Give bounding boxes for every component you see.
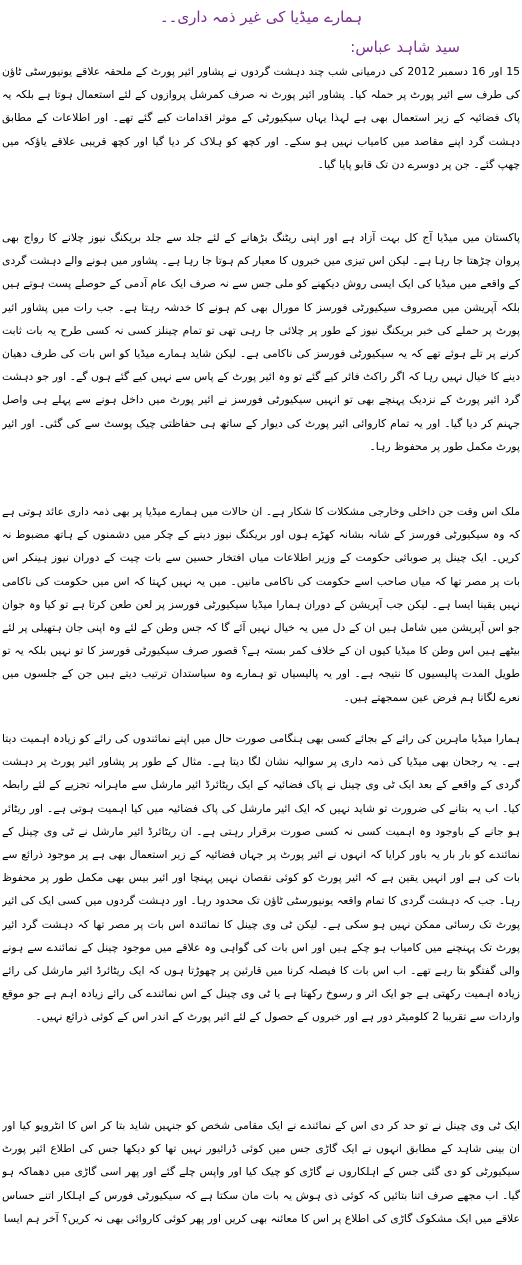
article-paragraph-4: ہمارا میڈیا ماہرین کی رائے کے بجائے کسی بھی ہنگامی صورت حال میں اپنے نمائندوں کی رائے کو زیادہ اہمیت دیتا ہے۔ یہ رجحان بھی میڈیا کی ذمہ داری پر سوالیہ نشان لگا دیتا ہے۔ مثال کے طور پر پشاور ائیر پورٹ پر دہشت گردی کے واقعے کے بعد ایک ٹی وی چینل نے پاک فضائیہ کے ایک ریٹائرڈ ائیر مارشل سے ماہرانہ تجزیے کے لئے رابطہ کیا۔ اب یہ بتانے کی ضرورت تو شاید نہیں کہ ایک ائیر مارشل کی پاک فضائیہ میں کیا اہمیت ہوتی ہے۔ اور ریٹائر ہو جانے کے باوجود وہ اہمیت کسی نہ کسی صورت برقرار رہتی ہے۔ ان ریٹائرڈ ائیر مارشل نے ٹی وی چینل کے نمائندے کو بار بار یہ باور کرایا کہ انہوں نے ائیر پورٹ پر جہاں فضائیہ کے زیر استعمال بھی ہے پر موجود ذرائع سے بات کی ہے اور انہیں یقین ہے کہ ائیر پورٹ کو کوئی نقصان نہیں پہنچا اور ائیر بیس بھی مکمل طور پر محفوظ رہا۔ جب کہ دہشت گردی کا تمام واقعہ یونیورسٹی ٹاؤن تک محدود رہا۔ اور دہشت گردوں میں کسی ایک کی ائیر پورٹ تک رسائی ممکن نہیں ہو سکی ہے۔ لیکن ٹی وی چینل کا نمائندہ اس بات پر مصر تھا کہ دہشت گرد ائیر پورٹ تک پہنچنے میں کامیاب ہو چکے ہیں اور اس بات کی گواہی وہ علاقے میں موجود چینل کے نمائندے سے ہونے والی گفتگو بتا رہے تھے۔ اب اس بات کا فیصلہ کرنا میں قارئین پر چھوڑتا ہوں کہ ایک ریٹائرڈ ائیر مارشل کی رائے زیادہ اہمیت رکھتی ہے جو ایک اثر و رسوخ رکھتا ہے یا ٹی وی چینل کے اس نمائندے کی رائے زیادہ اہم ہے جو موقع واردات سے تقریبا 2 کلومیٹر دور ہے اور خبروں کے حصول کے لئے ائیر پورٹ کے اندر اس کے کوئی ذرائع نہیں۔ [2,732,520,1024]
article-paragraph-5: ایک ٹی وی چینل نے تو حد کر دی اس کے نمائندے نے ایک مقامی شخص کو جنہیں شاید بتا کر اس کا انٹرویو کیا اور ان بینی شاہد کے مطابق انہوں نے ایک گاڑی جس میں کوئی ڈرائیور نہیں تھا کو دیکھا جس کی اطلاع ائیر پورٹ سیکیورٹی کو دی گئی جس کے اہلکاروں نے گاڑی کو چیک کیا اور واپس چلے گئے اور پھر اسی گاڑی میں دھماکہ ہو گیا۔ اب مجھے صرف اتنا بتائیں کہ کوئی ذی ہوش یہ بات مان سکتا ہے کہ سیکیورٹی فورس کے اہلکار اتنے حساس علاقے میں ایک مشکوک گاڑی کی اطلاع پر اس کا معائنہ بھی کریں اور پھر کوئی کاروائی بھی نہ کریں؟ آخر ہم ایسا [2,1119,520,1225]
article-paragraph-1: 15 اور 16 دسمبر 2012 کی درمیانی شب چند دہشت گردوں نے پشاور ائیر پورٹ کے ملحقہ علاقے یونیورسٹی ٹاؤن کی طرف سے ائیر پورٹ پر حملہ کیا۔ پشاور ائیر پورٹ نہ صرف کمرشل پروازوں کے لئے استعمال ہوتا ہے بلکہ یہ پاک فضائیہ کے زیر استعمال بھی ہے لہذا یہاں سیکیورٹی کے موثر اقدامات کیے گئے تھے۔ اور اطلاعات کے مطابق دہشت گرد اپنے مقاصد میں کامیاب نہیں ہو سکے۔ اور کچھ کو ہلاک کر دیا گیا اور کچھ قریبی علاقے یاؤکہ میں چھپ گئے۔ جن پر دوسرے دن تک قابو پایا گیا۔ [2,65,520,171]
article-paragraph-3: ملک اس وقت جن داخلی وخارجی مشکلات کا شکار ہے۔ ان حالات میں ہمارے میڈیا پر بھی ذمہ داری عائد ہوتی ہے کہ وہ سیکیورٹی فورسز کے شانہ بشانہ کھڑے ہوں اور بریکنگ نیوز دینے کے چکر میں دشمنوں کے ہاتھ مضبوط نہ کریں۔ ایک چینل پر صوبائی حکومت کے وزیر اطلاعات میاں افتخار حسین سے بات چیت کے دوران نیوز ہینکر اس بات پر مصر تھا کہ میاں صاحب اسے حکومت کی ناکامی مانیں۔ میں یہ نہیں کہتا کہ اس میں حکومت کی ناکامی نہیں یقینا ایسا ہے۔ لیکن جب آپریشن کے دوران ہمارا میڈیا سیکیورٹی فورسز پر لعن طعن کرتا ہے تو کیا وہ جوان جو اس آپریشن میں شامل ہیں ان کے دل میں یہ خیال نہیں آئے گا کہ جس وطن کے لئے وہ اپنی جان ہتھیلی پر لئے بیٹھے ہیں اس وطن کا میڈیا کیوں ان کے خلاف کمر بستہ ہے؟ قصور صرف سیکیورٹی فورسز کا تو نہیں بلکہ یہ تو طویل المدت پالیسیوں کا نتیجہ ہے۔ اور یہ پالیسیاں تو ہمارے وہ سیاستدان ترتیب دیتے ہیں جن کے جلسوں میں نعرے لگانا ہم فرض عین سمجھتے ہیں۔ [2,505,520,704]
article-byline: سید شاہد عباس: [350,38,460,56]
article-paragraph-2: پاکستان میں میڈیا آج کل بہت آزاد ہے اور اپنی ریٹنگ بڑھانے کے لئے جلد سے جلد بریکنگ نیوز چلانے کا رواج بھی پروان چڑھتا جا رہا ہے۔ لیکن اس تیزی میں خبروں کا معیار کم ہوتا جا رہا ہے۔ پشاور میں ہونے والے دہشت گردی کے واقعے میں میڈیا کی ایک ایسی روش دیکھنے کو ملی جس سے نہ صرف ایک عام آدمی کے حوصلے پست ہوتے ہیں بلکہ آپریشن میں مصروف سیکیورٹی فورسز کا مورال بھی کم ہونے کا خدشہ رہتا ہے۔ جب رات میں پشاور ائیر پورٹ پر حملے کی خبر بریکنگ نیوز کے طور پر چلائی جا رہی تھی تو تمام چینلز کسی نہ کسی طرح یہ بات ثابت کرنے پر تلے ہوئے تھے کہ یہ سیکیورٹی فورسز کی ناکامی ہے۔ لیکن شاید ہمارے میڈیا کو اس بات کی طرف دھیان دینے کا خیال نہیں رہا کہ اگر راکٹ فائر کیے گئے تو وہ ائیر پورٹ کے پاس سے نہیں کیے گئے ہوں گے۔ اور جو دہشت گرد ائیر پورٹ کے نزدیک پہنچے بھی تو انہیں سیکیورٹی فورسز نے ائیر پورٹ میں داخل ہونے سے پہلے ہی واصل جہنم کر دیا گیا۔ اور یہ تمام کاروائی ائیر پورٹ کی دیوار کے ساتھ ہی حفاظتی چیک پوسٹ سے کی گئی۔ اور ائیر پورٹ مکمل طور پر محفوظ رہا۔ [2,231,520,453]
article-title: ہمارے میڈیا کی غیر ذمہ داری۔۔ [159,8,363,26]
